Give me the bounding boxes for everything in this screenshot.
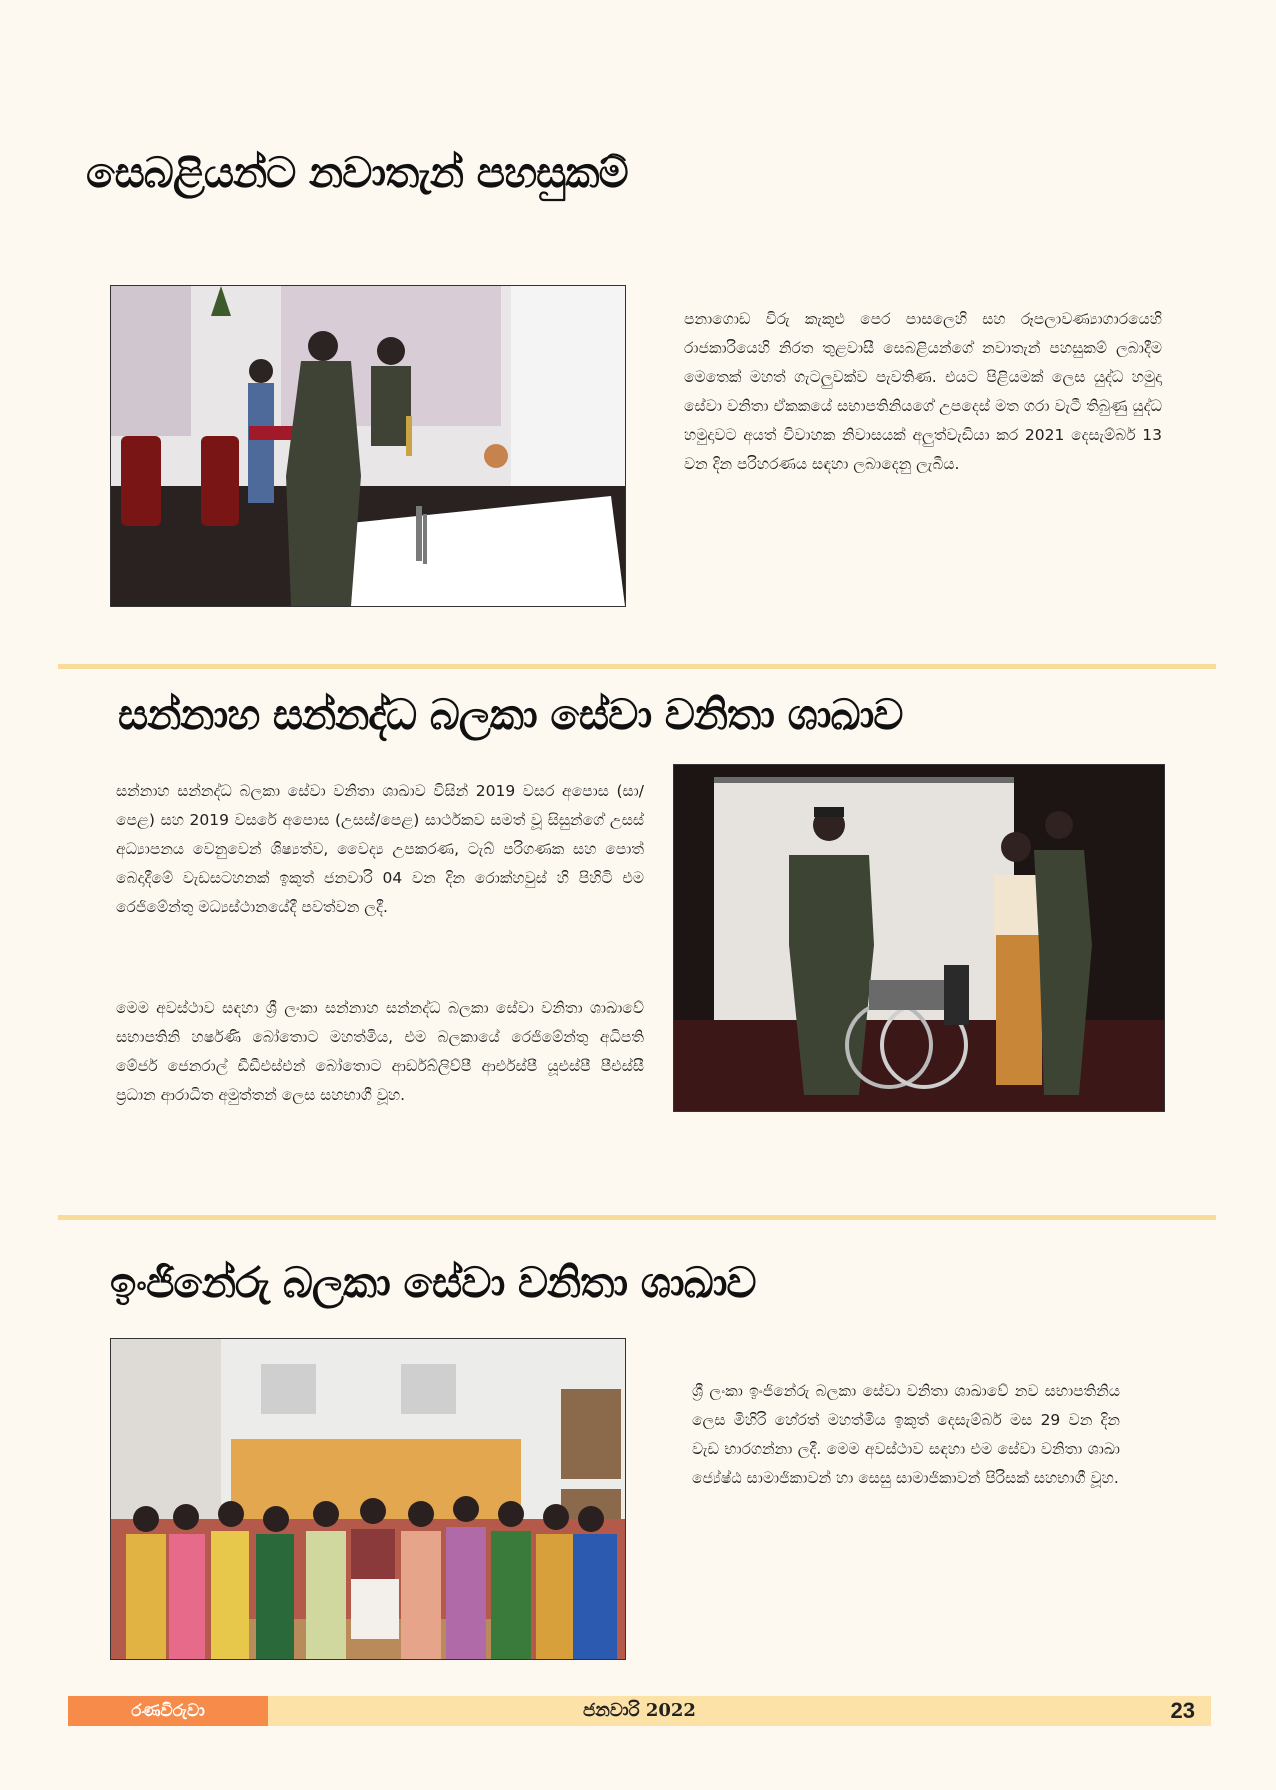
photo-wheelchair-donation [673, 764, 1165, 1112]
section1-title: සෙබළියන්ට නවාතැන් පහසුකම් [86, 148, 628, 197]
section2-title: සන්නාහ සන්නද්ධ බලකා සේවා වනිතා ශාඛාව [118, 690, 903, 739]
section1-paragraph: පනාගොඩ විරු කැකුළු පෙර පාසලෙහි සහ රූපලාවණ්‍යාගාරයෙහි රාජකාරියෙහි නිරත තුළවාසී සෙබළියන්ගේ නවාතැන් පහසුකම් ලබාදීම මෙතෙක් මහත් ගැටලුවක්ව පැවතිණ. එයට පිළියමක් ලෙස යුද්ධ හමුදා සේවා වනිතා ඒකකයේ සභාපතිනියගේ උපදෙස් මත ගරා වැටී තිබුණු යුද්ධ හමුදාවට අයත් විවාහක නිවාසයක් අලුත්වැඩියා කර 2021 දෙසැම්බර් 13 වන දින පරිහරණය සඳහා ලබාදෙනු ලැබීය. [684, 310, 1162, 473]
section2-paragraph-2: මෙම අවස්ථාව සඳහා ශ්‍රී ලංකා සන්නාහ සන්නද්ධ බලකා සේවා වනිතා ශාඛාවේ සභාපතිනි හර්ෂණි බෝතොට මහත්මිය, එම බලකායේ රෙජිමේන්තු අධිපති මේජර් ජෙනරාල් ඩීඩීඑස්එන් බෝතොට ආර්ඩබ්ලිව්පී ආර්එස්පී යූඑස්පී පීඑස්සී ප්‍රධාන ආරාධිත අමුත්තන් ලෙස සහභාගී වූහ. [116, 999, 644, 1104]
photo-lamp-lighting [110, 285, 626, 607]
footer-date: ජනවාරි 2022 [583, 1700, 696, 1721]
divider-2 [58, 1215, 1216, 1220]
section2-paragraph-1: සන්නාහ සන්නද්ධ බලකා සේවා වනිතා ශාඛාව විසින් 2019 වසර අපොස (සා/පෙළ) සහ 2019 වසරේ අපොස (උසස්/පෙළ) සාර්ථකව සමත් වූ සිසුන්ගේ උසස් අධ්‍යාපනය වෙනුවෙන් ශිෂ්‍යත්ව, වෛද්‍ය උපකරණ, ටැබ් පරිගණක සහ පොත් බෙදාදීමේ වැඩසටහනක් ඉකුත් ජනවාරි 04 වන දින රොක්හවුස් හි පිහිටි එම රෙජිමේන්තු මධ්‍යස්ථානයේදී පවත්වන ලදී. [116, 782, 644, 916]
divider-1 [58, 664, 1216, 669]
footer-band [68, 1696, 1211, 1726]
section3-paragraph: ශ්‍රී ලංකා ඉංජිනේරු බලකා සේවා වනිතා ශාඛාවේ නව සභාපතිනිය ලෙස මිහිරි හේරත් මහත්මිය ඉකුත් දෙසැම්බර් මස 29 වන දින වැඩ භාරගන්නා ලදී. මෙම අවස්ථාව සඳහා එම සේවා වනිතා ශාඛා ජ්‍යේෂ්ඨ සාමාජිකාවන් හා සෙසු සාමාජිකාවන් පිරිසක් සහභාගී වූහ. [692, 1382, 1120, 1487]
section3-title: ඉංජිනේරු බලකා සේවා වනිතා ශාඛාව [110, 1258, 756, 1307]
page-number: 23 [1170, 1698, 1195, 1723]
photo-group-members [110, 1338, 626, 1660]
footer-magazine-name: රණවිරුවා [68, 1696, 268, 1726]
